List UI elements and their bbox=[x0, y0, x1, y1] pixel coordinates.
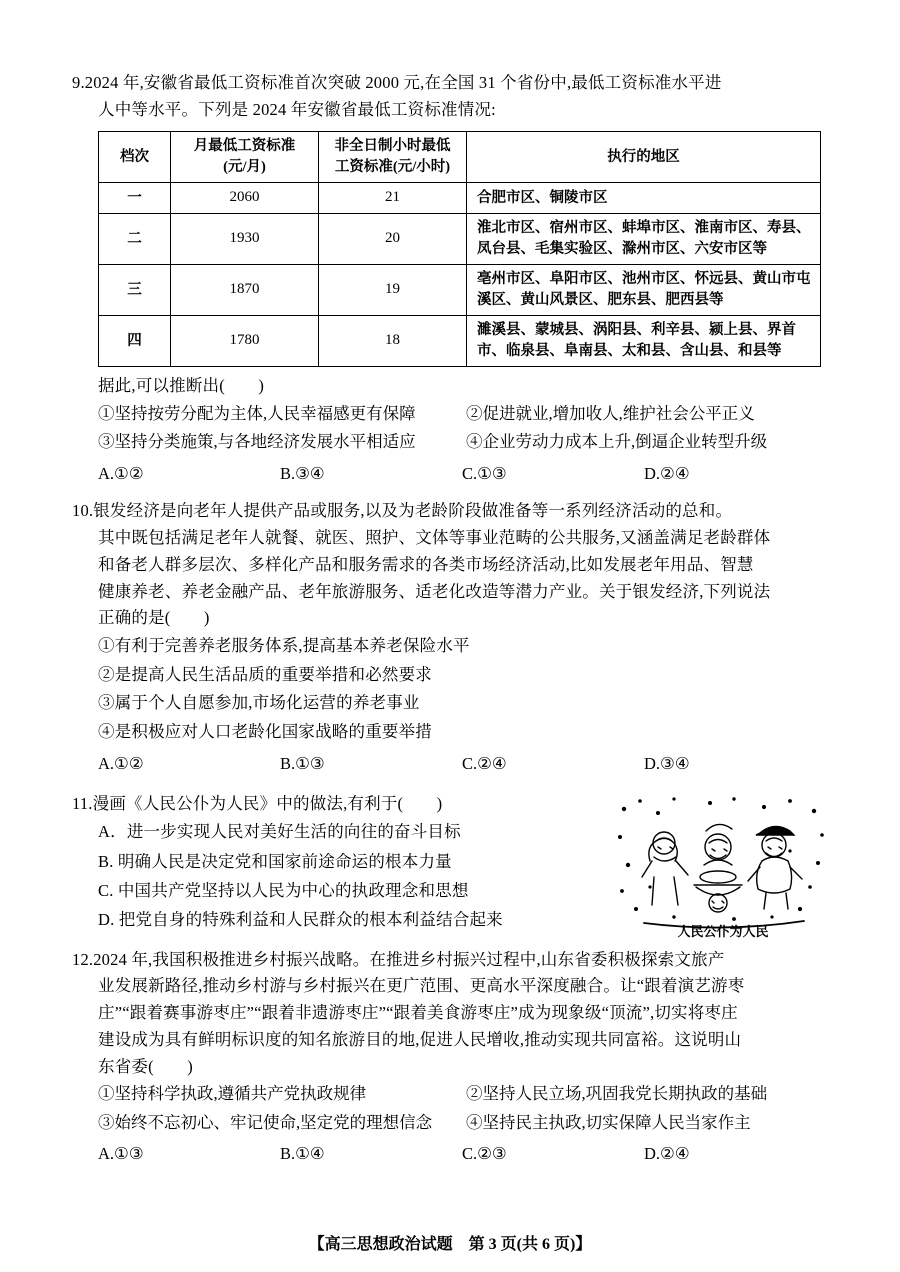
q9-choice-d[interactable]: D.②④ bbox=[644, 463, 690, 483]
q12-line-1: 12.2024 年,我国积极推进乡村振兴战略。在推进乡村振兴过程中,山东省委积极探索文旅产 bbox=[72, 949, 725, 969]
q12-line-2: 业发展新路径,推动乡村游与乡村振兴在更广范围、更高水平深度融合。让“跟着演艺游枣 bbox=[98, 976, 745, 996]
cell-hourly: 21 bbox=[319, 183, 467, 214]
q9-stem-line1: 9.2024 年,安徽省最低工资标准首次突破 2000 元,在全国 31 个省份中,最低工资标准水平进 bbox=[72, 73, 722, 92]
q9-statement-1: ①坚持按劳分配为主体,人民幸福感更有保障 bbox=[98, 404, 416, 424]
cell-hourly: 20 bbox=[319, 214, 467, 265]
q11-stem: 11.漫画《人民公仆为人民》中的做法,有利于( ) bbox=[72, 793, 443, 813]
q12-statement-1: ①坚持科学执政,遵循共产党执政规律 bbox=[98, 1084, 367, 1104]
cell-tier: 三 bbox=[99, 265, 171, 316]
q12-statement-3: ③始终不忘初心、牢记使命,坚定党的理想信念 bbox=[98, 1112, 433, 1132]
question-11 bbox=[72, 791, 832, 939]
q10-statement-1: ①有利于完善养老服务体系,提高基本养老保险水平 bbox=[98, 636, 470, 656]
q12-statement-4: ④坚持民主执政,切实保障人民当家作主 bbox=[466, 1112, 751, 1132]
q10-choice-c[interactable]: C.②④ bbox=[462, 753, 507, 773]
page-content bbox=[72, 70, 832, 1175]
cell-regions: 淮北市区、宿州市区、蚌埠市区、淮南市区、寿县、凤台县、毛集实验区、滁州市区、六安市区等 bbox=[467, 214, 821, 265]
q12-statement-2: ②坚持人民立场,巩固我党长期执政的基础 bbox=[466, 1084, 768, 1104]
q9-statements-row1 bbox=[72, 400, 832, 428]
q12-choice-a[interactable]: A.①③ bbox=[98, 1144, 144, 1164]
q9-choice-b[interactable]: B.③④ bbox=[280, 463, 325, 483]
q9-choice-a[interactable]: A.①② bbox=[98, 463, 144, 483]
cell-monthly: 1780 bbox=[171, 316, 319, 367]
q9-stem-line2: 人中等水平。下列是 2024 年安徽省最低工资标准情况: bbox=[98, 99, 496, 119]
q10-choice-d[interactable]: D.③④ bbox=[644, 753, 690, 773]
cell-tier: 四 bbox=[99, 316, 171, 367]
q10-statement-3: ③属于个人自愿参加,市场化运营的养老事业 bbox=[98, 693, 420, 713]
q10-line-5: 正确的是( ) bbox=[98, 608, 210, 628]
cell-tier: 一 bbox=[99, 183, 171, 214]
q9-prompt: 据此,可以推断出( ) bbox=[98, 376, 265, 396]
table-row bbox=[99, 316, 821, 367]
th-hourly-line2: 工资标准(元/小时) bbox=[334, 159, 451, 176]
q10-choice-b[interactable]: B.①③ bbox=[280, 753, 325, 773]
table-row bbox=[99, 214, 821, 265]
table-row bbox=[99, 183, 821, 214]
question-10 bbox=[72, 498, 832, 778]
th-regions: 执行的地区 bbox=[467, 132, 821, 183]
q10-line-3: 和备老人群多层次、多样化产品和服务需求的各类市场经济活动,比如发展老年用品、智慧 bbox=[98, 554, 754, 574]
minimum-wage-table bbox=[98, 131, 821, 367]
page-footer bbox=[0, 1229, 900, 1256]
cell-monthly: 2060 bbox=[171, 183, 319, 214]
q10-line-1: 10.银发经济是向老年人提供产品或服务,以及为老龄阶段做准备等一系列经济活动的总和。 bbox=[72, 501, 733, 521]
q12-choice-c[interactable]: C.②③ bbox=[462, 1144, 507, 1164]
cell-hourly: 18 bbox=[319, 316, 467, 367]
th-monthly bbox=[171, 132, 319, 183]
th-monthly-line2: (元/月) bbox=[223, 159, 266, 176]
q10-choice-a[interactable]: A.①② bbox=[98, 753, 144, 773]
q10-statement-4: ④是积极应对人口老龄化国家战略的重要举措 bbox=[98, 722, 432, 742]
cell-monthly: 1870 bbox=[171, 265, 319, 316]
cell-monthly: 1930 bbox=[171, 214, 319, 265]
comic-illustration bbox=[614, 791, 832, 939]
q10-line-2: 其中既包括满足老年人就餐、就医、照护、文体等事业范畴的公共服务,又涵盖满足老龄群体 bbox=[98, 528, 771, 548]
th-hourly bbox=[319, 132, 467, 183]
table-row bbox=[99, 265, 821, 316]
th-monthly-line1: 月最低工资标准 bbox=[193, 138, 296, 155]
q11-option-d[interactable]: D. 把党自身的特殊利益和人民群众的根本利益结合起来 bbox=[98, 910, 503, 930]
q9-statement-4: ④企业劳动力成本上升,倒逼企业转型升级 bbox=[466, 432, 768, 452]
question-9 bbox=[72, 70, 832, 488]
q12-line-4: 建设成为具有鲜明标识度的知名旅游目的地,促进人民增收,推动实现共同富裕。这说明山 bbox=[98, 1029, 742, 1049]
th-hourly-line1: 非全日制小时最低 bbox=[334, 138, 451, 155]
cell-tier: 二 bbox=[99, 214, 171, 265]
cell-hourly: 19 bbox=[319, 265, 467, 316]
q11-option-b[interactable]: B. 明确人民是决定党和国家前途命运的根本力量 bbox=[98, 851, 452, 871]
q9-choice-c[interactable]: C.①③ bbox=[462, 463, 507, 483]
q11-option-c[interactable]: C. 中国共产党坚持以人民为中心的执政理念和思想 bbox=[98, 881, 469, 900]
q9-statement-3: ③坚持分类施策,与各地经济发展水平相适应 bbox=[98, 432, 416, 452]
q10-line-4: 健康养老、养老金融产品、老年旅游服务、适老化改造等潜力产业。关于银发经济,下列说法 bbox=[98, 581, 771, 601]
th-tier: 档次 bbox=[99, 132, 171, 183]
q12-statements-row1 bbox=[72, 1080, 832, 1108]
question-12 bbox=[72, 947, 832, 1169]
q9-statement-2: ②促进就业,增加收人,维护社会公平正义 bbox=[466, 404, 755, 424]
q12-choice-d[interactable]: D.②④ bbox=[644, 1144, 690, 1164]
q9-statements-row2 bbox=[72, 428, 832, 456]
q10-choices bbox=[72, 749, 832, 779]
q12-line-3: 庄”“跟着赛事游枣庄”“跟着非遗游枣庄”“跟着美食游枣庄”成为现象级“顶流”,切实将枣庄 bbox=[98, 1003, 738, 1023]
q11-option-a[interactable]: A．进一步实现人民对美好生活的向往的奋斗目标 bbox=[98, 822, 461, 842]
footer-text: 【高三思想政治试题 第 3 页(共 6 页)】 bbox=[308, 1236, 592, 1253]
q9-choices bbox=[72, 459, 832, 489]
comic-caption-text: 人民公仆为人民 bbox=[677, 923, 769, 939]
q12-line-5: 东省委( ) bbox=[98, 1056, 193, 1076]
q10-statements bbox=[72, 632, 832, 747]
q10-statement-2: ②是提高人民生活品质的重要举措和必然要求 bbox=[98, 664, 432, 684]
cell-regions: 合肥市区、铜陵市区 bbox=[467, 183, 821, 214]
cell-regions: 濉溪县、蒙城县、涡阳县、利辛县、颍上县、界首市、临泉县、阜南县、太和县、含山县、和县等 bbox=[467, 316, 821, 367]
q12-statements-row2 bbox=[72, 1109, 832, 1137]
table-header-row bbox=[99, 132, 821, 183]
q12-choices bbox=[72, 1139, 832, 1169]
cell-regions: 亳州市区、阜阳市区、池州市区、怀远县、黄山市屯溪区、黄山风景区、肥东县、肥西县等 bbox=[467, 265, 821, 316]
q12-choice-b[interactable]: B.①④ bbox=[280, 1144, 325, 1164]
